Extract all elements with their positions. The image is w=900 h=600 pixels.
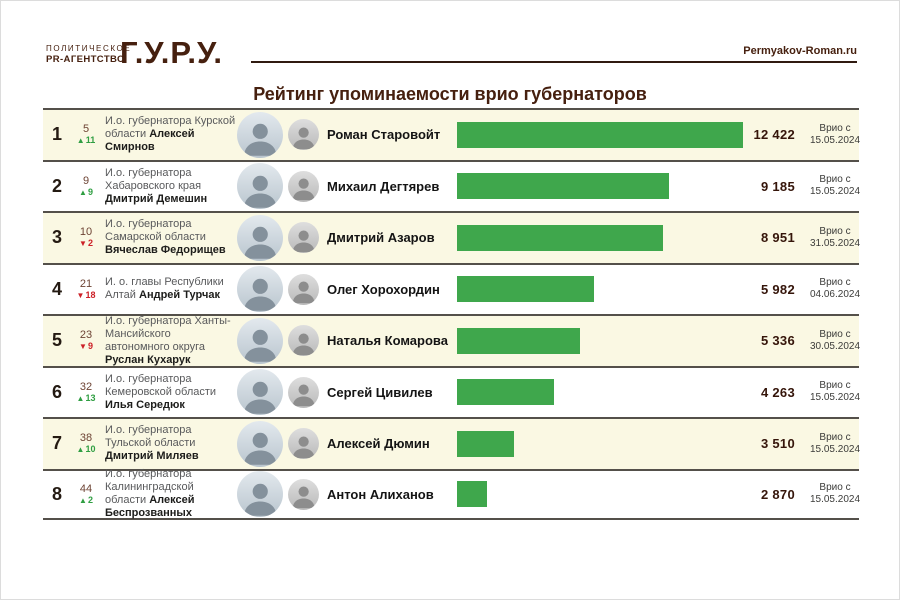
- person-name: Алексей Дюмин: [327, 436, 430, 452]
- position-description: [101, 218, 237, 257]
- vrio-date-value: 31.05.2024: [809, 237, 861, 249]
- person-name: Наталья Комарова: [327, 333, 448, 349]
- rank-number: 2: [51, 175, 62, 196]
- person-name: Антон Алиханов: [327, 486, 434, 502]
- governor-photo: [237, 112, 283, 158]
- mention-bar: [457, 379, 554, 405]
- previous-rank: 32: [79, 380, 93, 393]
- mention-count: 8 951: [760, 230, 795, 246]
- vrio-date: [807, 226, 863, 250]
- table-row: [43, 417, 859, 469]
- vrio-date: [807, 123, 863, 147]
- mention-count: 4 263: [760, 384, 795, 400]
- bar-track: [457, 481, 743, 507]
- bar-track: [457, 225, 743, 251]
- vrio-date: [807, 174, 863, 198]
- table-row: [43, 211, 859, 263]
- governor-photo: [237, 318, 283, 364]
- bar-track: [457, 328, 743, 354]
- rank-change: [71, 226, 101, 249]
- rank-delta: [71, 444, 101, 455]
- mention-bar: [457, 328, 580, 354]
- previous-rank: 10: [79, 226, 93, 239]
- position-text: И.о. губернатора Тульской области: [105, 424, 196, 450]
- vrio-label: Врио с: [819, 380, 851, 392]
- table-row: [43, 314, 859, 366]
- acting-governor-name: Алексей Смирнов: [105, 128, 195, 154]
- governor-photo: [237, 266, 283, 312]
- previous-rank: 44: [79, 482, 93, 495]
- mention-count: 5 336: [760, 333, 795, 349]
- rank-change: [71, 381, 101, 404]
- rank-number: 5: [51, 330, 62, 351]
- page-title: Рейтинг упоминаемости врио губернаторов: [253, 84, 647, 104]
- predecessor-photo: [288, 222, 319, 253]
- agency-line1: ПОЛИТИЧЕСКОЕ: [46, 44, 132, 53]
- position-text: И.о. губернатора Кемеровской области: [105, 372, 217, 398]
- position-text: И.о. губернатора Самарской области: [105, 218, 206, 244]
- change-amount: 18: [85, 289, 96, 300]
- header-divider: [251, 61, 857, 63]
- bar-track: [457, 173, 743, 199]
- change-amount: 10: [85, 444, 96, 455]
- mention-bar: [457, 276, 594, 302]
- person-name: Роман Старовойт: [327, 127, 441, 143]
- rank-delta: [71, 341, 101, 352]
- rank-number: 3: [51, 227, 62, 248]
- mention-count: 5 982: [760, 281, 795, 297]
- predecessor-photo: [288, 119, 319, 150]
- position-text: И. о. главы Республики Алтай: [105, 276, 224, 302]
- table-row: [43, 108, 859, 160]
- vrio-date: [807, 380, 863, 404]
- rank-change: [71, 278, 101, 301]
- vrio-date: [807, 482, 863, 506]
- trend-arrow-icon: ▲: [76, 136, 85, 146]
- rank-delta: [71, 135, 101, 146]
- vrio-date-value: 15.05.2024: [809, 186, 861, 198]
- agency-logo-text: [46, 44, 131, 65]
- mention-bar: [457, 225, 663, 251]
- table-row: [43, 160, 859, 212]
- predecessor-photo: [288, 428, 319, 459]
- previous-rank: 21: [79, 277, 93, 290]
- change-amount: 9: [87, 186, 93, 197]
- vrio-date: [807, 329, 863, 353]
- photo-pair: [237, 112, 327, 158]
- vrio-date-value: 15.05.2024: [809, 494, 861, 506]
- governor-photo: [237, 163, 283, 209]
- vrio-date-value: 15.05.2024: [809, 134, 861, 146]
- table-row: [43, 469, 859, 521]
- predecessor-photo: [288, 479, 319, 510]
- change-amount: 11: [85, 135, 96, 146]
- rank-change: [71, 123, 101, 146]
- vrio-date: [807, 432, 863, 456]
- bar-track: [457, 276, 743, 302]
- acting-governor-name: Андрей Турчак: [139, 289, 220, 302]
- governor-photo: [237, 471, 283, 517]
- governor-photo: [237, 215, 283, 261]
- acting-governor-name: Алексей Беспрозванных: [105, 494, 195, 520]
- position-description: [101, 276, 237, 302]
- rank-number: 6: [51, 381, 62, 402]
- change-amount: 9: [87, 341, 93, 352]
- position-text: И.о. губернатора Хабаровского края: [105, 166, 202, 192]
- position-text: И.о. губернатора Калининградской области: [105, 468, 194, 507]
- predecessor-photo: [288, 377, 319, 408]
- trend-arrow-icon: ▲: [76, 393, 85, 403]
- rank-delta: [71, 238, 101, 249]
- rank-delta: [71, 393, 101, 404]
- photo-pair: [237, 215, 327, 261]
- acting-governor-name: Илья Середюк: [105, 398, 185, 411]
- rank-delta: [71, 290, 101, 301]
- vrio-date-value: 04.06.2024: [809, 289, 861, 301]
- bar-track: [457, 431, 743, 457]
- photo-pair: [237, 163, 327, 209]
- photo-pair: [237, 266, 327, 312]
- acting-governor-name: Вячеслав Федорищев: [105, 244, 226, 257]
- trend-arrow-icon: ▼: [79, 239, 87, 249]
- trend-arrow-icon: ▲: [79, 187, 87, 197]
- change-amount: 13: [85, 392, 96, 403]
- mention-count: 9 185: [760, 178, 795, 194]
- photo-pair: [237, 369, 327, 415]
- acting-governor-name: Дмитрий Демешин: [105, 192, 208, 205]
- vrio-label: Врио с: [819, 277, 851, 289]
- vrio-label: Врио с: [819, 431, 851, 443]
- trend-arrow-icon: ▲: [76, 445, 85, 455]
- person-name: Сергей Цивилев: [327, 384, 433, 400]
- previous-rank: 23: [79, 329, 93, 342]
- rank-change: [71, 432, 101, 455]
- predecessor-photo: [288, 274, 319, 305]
- agency-line2: PR-АГЕНТСТВО: [46, 54, 125, 65]
- vrio-label: Врио с: [819, 122, 851, 134]
- previous-rank: 5: [82, 123, 90, 136]
- vrio-date-value: 15.05.2024: [809, 443, 861, 455]
- mention-count: 3 510: [760, 436, 795, 452]
- change-amount: 2: [87, 494, 93, 505]
- trend-arrow-icon: ▼: [76, 290, 85, 300]
- mention-count: 12 422: [753, 127, 795, 143]
- rank-number: 7: [51, 433, 62, 454]
- trend-arrow-icon: ▼: [79, 342, 87, 352]
- rank-number: 8: [51, 483, 62, 504]
- photo-pair: [237, 318, 327, 364]
- mention-bar: [457, 122, 743, 148]
- vrio-label: Врио с: [819, 482, 851, 494]
- position-description: [101, 373, 237, 412]
- previous-rank: 9: [82, 174, 90, 187]
- acting-governor-name: Дмитрий Миляев: [105, 450, 199, 463]
- vrio-date-value: 15.05.2024: [809, 392, 861, 404]
- predecessor-photo: [288, 325, 319, 356]
- position-text: И.о. губернатора Ханты-Мансийского автономного округа: [105, 314, 231, 353]
- position-description: [101, 115, 237, 154]
- position-description: [101, 315, 237, 367]
- governor-photo: [237, 421, 283, 467]
- vrio-label: Врио с: [819, 328, 851, 340]
- vrio-date: [807, 277, 863, 301]
- mention-bar: [457, 431, 514, 457]
- bar-track: [457, 122, 743, 148]
- vrio-date-value: 30.05.2024: [809, 340, 861, 352]
- person-name: Олег Хорохордин: [327, 281, 440, 297]
- person-name: Дмитрий Азаров: [327, 230, 435, 246]
- change-amount: 2: [87, 238, 93, 249]
- site-link[interactable]: Permyakov-Roman.ru: [743, 45, 857, 57]
- predecessor-photo: [288, 171, 319, 202]
- table-row: [43, 263, 859, 315]
- rank-number: 4: [51, 278, 62, 299]
- rank-change: [71, 329, 101, 352]
- position-description: [101, 167, 237, 206]
- rank-number: 1: [51, 124, 62, 145]
- guru-logo: Г.У.Р.У.: [120, 35, 223, 70]
- photo-pair: [237, 421, 327, 467]
- rank-delta: [71, 495, 101, 506]
- acting-governor-name: Руслан Кухарук: [105, 353, 191, 366]
- bar-track: [457, 379, 743, 405]
- position-description: [101, 468, 237, 520]
- rank-delta: [71, 187, 101, 198]
- position-description: [101, 424, 237, 463]
- person-name: Михаил Дегтярев: [327, 178, 440, 194]
- rating-table: [43, 108, 859, 520]
- table-row: [43, 366, 859, 418]
- rank-change: [71, 483, 101, 506]
- governor-photo: [237, 369, 283, 415]
- mention-bar: [457, 481, 487, 507]
- vrio-label: Врио с: [819, 174, 851, 186]
- position-text: И.о. губернатора Курской области: [105, 115, 236, 141]
- rank-change: [71, 175, 101, 198]
- mention-bar: [457, 173, 669, 199]
- trend-arrow-icon: ▲: [79, 495, 87, 505]
- photo-pair: [237, 471, 327, 517]
- vrio-label: Врио с: [819, 225, 851, 237]
- mention-count: 2 870: [760, 486, 795, 502]
- previous-rank: 38: [79, 432, 93, 445]
